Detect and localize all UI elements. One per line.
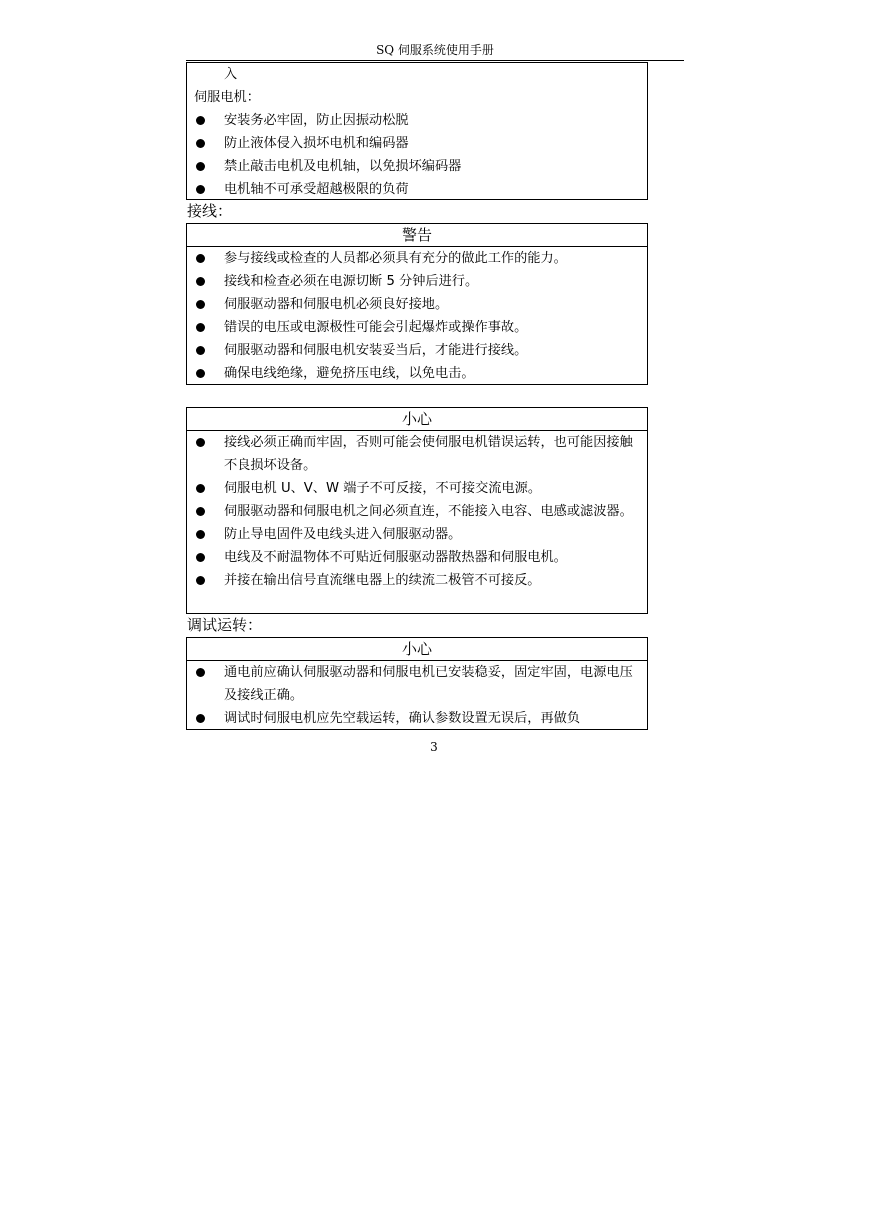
caution-box-wiring bbox=[186, 407, 648, 614]
installation-notes-box bbox=[186, 62, 648, 200]
list-item: 伺服驱动器和伺服电机必须良好接地。 bbox=[187, 293, 647, 316]
list-item: 伺服驱动器和伺服电机之间必须直连，不能接入电容、电感或滤波器。 bbox=[187, 500, 647, 523]
list-item: 参与接线或检查的人员都必须具有充分的做此工作的能力。 bbox=[187, 247, 647, 270]
bullet-icon bbox=[196, 162, 205, 171]
bullet-icon bbox=[196, 300, 205, 309]
list-item: 确保电线绝缘，避免挤压电线，以免电击。 bbox=[187, 362, 647, 385]
list-item: 错误的电压或电源极性可能会引起爆炸或操作事故。 bbox=[187, 316, 647, 339]
bullet-icon bbox=[196, 714, 205, 723]
bullet-icon bbox=[196, 668, 205, 677]
list-item: 伺服电机 U、V、W 端子不可反接，不可接交流电源。 bbox=[187, 477, 647, 500]
bullet-icon bbox=[196, 484, 205, 493]
list-item: 安装务必牢固，防止因振动松脱 bbox=[187, 109, 647, 132]
bullet-icon bbox=[196, 346, 205, 355]
bullet-icon bbox=[196, 277, 205, 286]
bullet-icon bbox=[196, 185, 205, 194]
servo-motor-subtitle: 伺服电机： bbox=[194, 90, 260, 105]
warning-box bbox=[186, 223, 648, 385]
caution-box-debug bbox=[186, 637, 648, 730]
list-item: 电机轴不可承受超越极限的负荷 bbox=[187, 178, 647, 201]
bullet-icon bbox=[196, 254, 205, 263]
list-item: 并接在输出信号直流继电器上的续流二极管不可接反。 bbox=[187, 569, 647, 592]
page-header: SQ 伺服系统使用手册 bbox=[186, 40, 684, 61]
bullet-icon bbox=[196, 323, 205, 332]
bullet-icon bbox=[196, 576, 205, 585]
debug-section-label: 调试运转： bbox=[187, 616, 263, 634]
list-item: 电线及不耐温物体不可贴近伺服驱动器散热器和伺服电机。 bbox=[187, 546, 647, 569]
list-item: 调试时伺服电机应先空载运转，确认参数设置无误后，再做负 bbox=[187, 707, 647, 730]
bullet-icon bbox=[196, 553, 205, 562]
bullet-icon bbox=[196, 530, 205, 539]
caution-title: 小心 bbox=[187, 408, 647, 431]
list-item: 接线必须正确而牢固，否则可能会使伺服电机错误运转，也可能因接触不良损坏设备。 bbox=[187, 431, 647, 477]
wiring-section-label: 接线： bbox=[187, 202, 233, 220]
bullet-icon bbox=[196, 116, 205, 125]
caution-title: 小心 bbox=[187, 638, 647, 661]
warning-title: 警告 bbox=[187, 224, 647, 247]
bullet-icon bbox=[196, 369, 205, 378]
bullet-icon bbox=[196, 438, 205, 447]
list-item: 接线和检查必须在电源切断 5 分钟后进行。 bbox=[187, 270, 647, 293]
list-item: 防止液体侵入损坏电机和编码器 bbox=[187, 132, 647, 155]
list-item: 伺服驱动器和伺服电机安装妥当后，才能进行接线。 bbox=[187, 339, 647, 362]
list-item: 通电前应确认伺服驱动器和伺服电机已安装稳妥，固定牢固，电源电压及接线正确。 bbox=[187, 661, 647, 707]
list-item: 防止导电固件及电线头进入伺服驱动器。 bbox=[187, 523, 647, 546]
bullet-icon bbox=[196, 139, 205, 148]
list-item: 禁止敲击电机及电机轴，以免损坏编码器 bbox=[187, 155, 647, 178]
bullet-icon bbox=[196, 507, 205, 516]
page-number: 3 bbox=[430, 740, 438, 754]
continuation-text: 入 bbox=[224, 67, 238, 82]
